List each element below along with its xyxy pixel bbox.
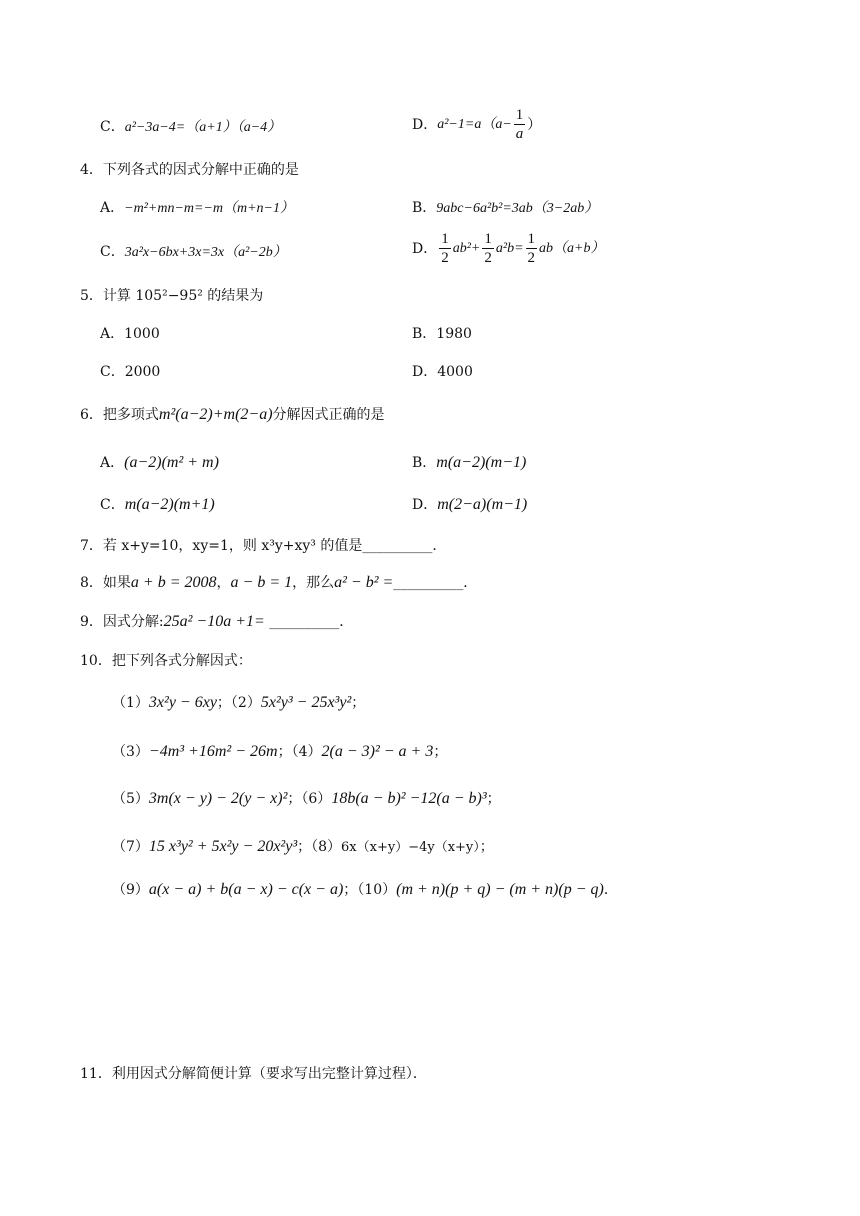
q6-option-b: B．m(a−2)(m−1) (412, 454, 527, 471)
q10-row-4: （7）15 x³y² + 5x²y − 20x²y³；（8）6x（x+y）−4y（x+y）； (112, 838, 494, 855)
fraction: $\frac{1}{a}$ (515, 107, 524, 142)
q4-option-c: C．3a²x−6bx+3x=3x（a²−2b） (100, 244, 287, 260)
q4-option-b: B．9abc−6a²b²=3ab（3−2ab） (412, 200, 599, 216)
q5-option-d: D．4000 (412, 364, 473, 380)
q5-option-c: C．2000 (100, 364, 161, 380)
q5-option-a: A．1000 (100, 326, 160, 342)
q6-option-d: D．m(2−a)(m−1) (412, 496, 528, 513)
q6-option-c: C．m(a−2)(m+1) (100, 496, 215, 513)
q9-text: 9．因式分解:25a² −10a +1= __________． (80, 613, 354, 630)
answer-blank: __________． (393, 575, 478, 591)
q8-text: 8．如果a + b = 2008，a − b = 1，那么a² − b² =__________． (80, 574, 478, 591)
q10-row-2: （3）−4m³ +16m² − 26m；（4）2(a − 3)² − a + 3； (112, 743, 448, 760)
q5-stem: 5．计算 105²−95² 的结果为 (80, 288, 264, 304)
q5-option-b: B．1980 (412, 326, 472, 342)
q4-option-d: D． $\frac{1}{2}$ ab²+ $\frac{1}{2}$ a²b= $\frac{1}{2}$ ab（a+b） (412, 231, 605, 266)
q10-row-5: （9）a(x − a) + b(a − x) − c(x − a)；（10）(m + n)(p + q) − (m + n)(p − q)． (112, 881, 618, 898)
q7-text: 7．若 x+y=10，xy=1，则 x³y+xy³ 的值是__________． (80, 538, 447, 554)
q10-stem: 10．把下列各式分解因式： (80, 653, 252, 669)
q3-option-d: D． a²−1=a（a− $\frac{1}{a}$ ） (412, 107, 542, 142)
q3-option-c: C．a²−3a−4=（a+1）（a−4） (100, 119, 282, 135)
q10-row-3: （5）3m(x − y) − 2(y − x)²；（6）18b(a − b)² −12(a − b)³； (112, 790, 501, 807)
q4-stem: 4．下列各式的因式分解中正确的是 (80, 162, 299, 178)
q6-stem: 6．把多项式m²(a−2)+m(2−a)分解因式正确的是 (80, 406, 385, 423)
q11-text: 11．利用因式分解简便计算（要求写出完整计算过程）． (80, 1066, 427, 1082)
fraction: $\frac{1}{2}$ (441, 231, 449, 266)
answer-blank: __________． (264, 614, 354, 630)
fraction: $\frac{1}{2}$ (484, 231, 492, 266)
q6-option-a: A．(a−2)(m² + m) (100, 454, 219, 471)
q4-option-a: A．−m²+mn−m=−m（m+n−1） (100, 200, 295, 216)
fraction: $\frac{1}{2}$ (527, 231, 536, 266)
q10-row-1: （1）3x²y − 6xy；（2）5x²y³ − 25x³y²； (112, 694, 366, 711)
